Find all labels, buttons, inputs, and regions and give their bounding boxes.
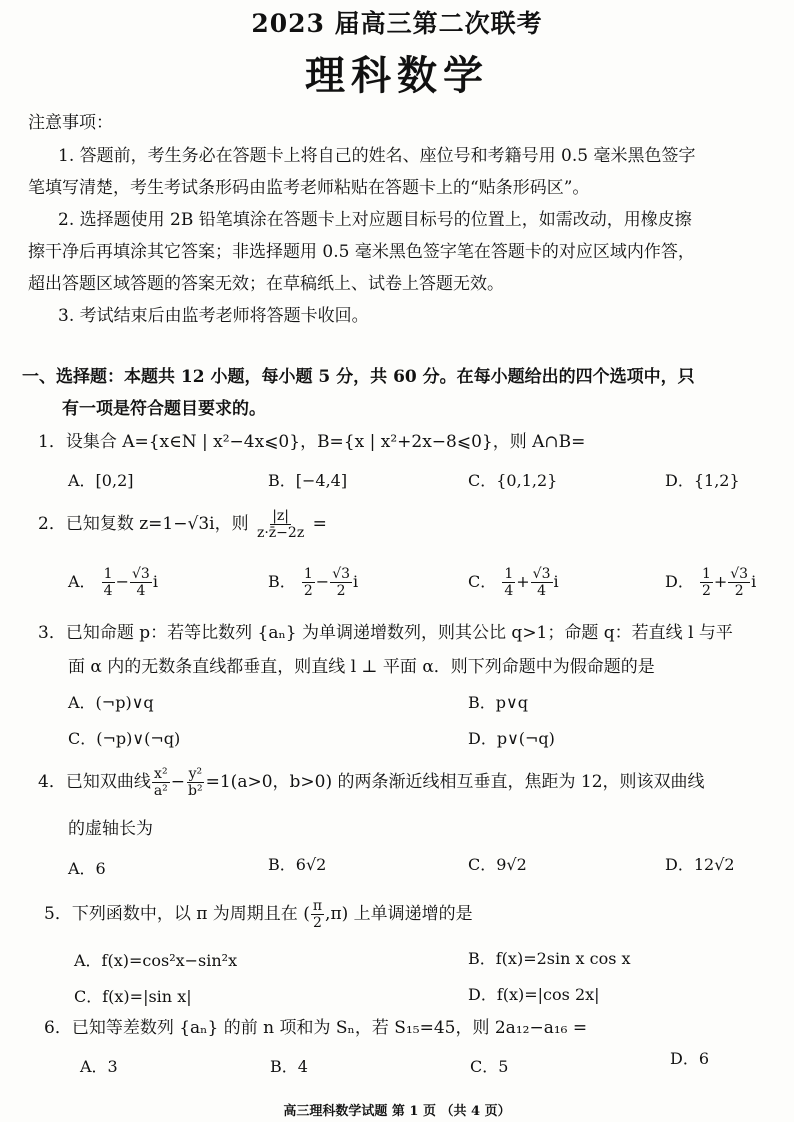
- q2-c-frac1-num: 1: [504, 566, 514, 582]
- q6-option-d: D．6: [670, 1049, 710, 1068]
- q2-b-frac1: [302, 566, 315, 599]
- q2-c-op: +: [516, 572, 530, 591]
- note-2a: 2. 选择题使用 2B 铅笔填涂在答题卡上对应题目标号的位置上，如需改动，用橡皮擦: [58, 210, 692, 230]
- q3-line1: 3．已知命题 p：若等比数列 {aₙ} 为单调递增数列，则其公比 q>1；命题 q：若直线 l 与平: [38, 623, 733, 643]
- page-footer: 高三理科数学试题 第 1 页 （共 4 页）: [283, 1104, 511, 1119]
- q2-b-frac2-num: √3: [332, 566, 351, 582]
- q2-stem-post: =: [312, 514, 327, 534]
- q2-a-frac2: [130, 566, 152, 599]
- q2-b-op: −: [315, 572, 330, 591]
- q2-c-i: i: [553, 572, 559, 591]
- q3-line2: 面 α 内的无数条直线都垂直，则直线 l ⊥ 平面 α．则下列命题中为假命题的是: [68, 657, 655, 677]
- q1-option-c: C．{0,1,2}: [468, 471, 558, 490]
- q2-a-frac1-num: 1: [103, 566, 113, 582]
- q5-frac: [311, 898, 324, 931]
- q2-b-frac2: [330, 566, 352, 599]
- note-1b: 笔填写清楚，考生考试条形码由监考老师粘贴在答题卡上的“贴条形码区”。: [28, 178, 590, 198]
- q2-d-frac1: [700, 566, 713, 599]
- q4-option-a: A．6: [68, 859, 106, 878]
- q4-frac-y-num: y²: [188, 766, 203, 782]
- q5-frac-num: π: [312, 898, 323, 914]
- q5-stem: [44, 898, 473, 931]
- q5-option-a: A．f(x)=cos²x−sin²x: [74, 951, 238, 970]
- q2-d-frac2-num: √3: [730, 566, 749, 582]
- q5-post: ,π) 上单调递增的是: [325, 904, 473, 924]
- q6-stem: 6．已知等差数列 {aₙ} 的前 n 项和为 Sₙ，若 S₁₅=45，则 2a₁₂−a₁₆ =: [44, 1018, 588, 1038]
- q2-d-frac2: [728, 566, 750, 599]
- q2-c-frac1: [502, 566, 515, 599]
- q2-option-c: [468, 566, 559, 599]
- q3-option-d: D．p∨(¬q): [468, 729, 555, 748]
- q4-frac-y-den: b²: [188, 783, 203, 799]
- q2-d-i: i: [751, 572, 757, 591]
- q2-d-label: D．: [665, 572, 694, 591]
- q4-option-b: B．6√2: [268, 855, 327, 874]
- q2-c-frac1-den: 4: [504, 583, 514, 599]
- q5-pre: 5．下列函数中，以 π 为周期且在 (: [44, 904, 310, 924]
- q4-pre: 4．已知双曲线: [38, 772, 151, 792]
- q2-d-frac2-den: 2: [734, 583, 744, 599]
- q2-b-frac1-num: 1: [303, 566, 313, 582]
- q6-option-c: C．5: [470, 1057, 509, 1076]
- q2-d-frac1-den: 2: [701, 583, 711, 599]
- q2-c-frac2-num: √3: [532, 566, 551, 582]
- q4-frac-x-num: x²: [154, 766, 168, 782]
- q2-a-i: i: [152, 572, 158, 591]
- q4-frac-x: [152, 766, 170, 799]
- note-2b: 擦干净后再填涂其它答案；非选择题用 0.5 毫米黑色签字笔在答题卡的对应区域内作答，: [28, 242, 695, 262]
- q2-option-b: [268, 566, 358, 599]
- q1-option-b: B．[−4,4]: [268, 471, 348, 490]
- q2-a-label: A．: [68, 572, 96, 591]
- q2-fraction: [255, 508, 306, 541]
- q2-d-frac1-num: 1: [701, 566, 711, 582]
- q2-a-frac1-den: 4: [103, 583, 113, 599]
- q6-option-a: A．3: [80, 1057, 118, 1076]
- q2-frac-num: |z|: [272, 508, 289, 524]
- q4-minus: −: [170, 772, 186, 792]
- q4-stem: [38, 766, 705, 799]
- q1-option-d: D．{1,2}: [665, 471, 740, 490]
- q2-b-i: i: [353, 572, 359, 591]
- q2-b-frac2-den: 2: [336, 583, 346, 599]
- section-heading-2: 有一项是符合题目要求的。: [62, 399, 266, 419]
- notes-heading: 注意事项：: [28, 113, 113, 133]
- q2-stem-pre: 2．已知复数 z=1−√3i，则: [38, 514, 249, 534]
- exam-title: 2023 届高三第二次联考: [251, 9, 543, 38]
- q2-option-a: [68, 566, 158, 599]
- q2-c-label: C．: [468, 572, 497, 591]
- q5-option-b: B．f(x)=2sin x cos x: [468, 949, 631, 968]
- section-heading-1: 一、选择题：本题共 12 小题，每小题 5 分，共 60 分。在每小题给出的四个选项中，只: [22, 367, 695, 387]
- q2-option-d: [665, 566, 756, 599]
- q4-option-c: C．9√2: [468, 855, 527, 874]
- q2-stem: [38, 508, 327, 541]
- q3-option-c: C．(¬p)∨(¬q): [68, 729, 181, 748]
- q2-a-frac2-den: 4: [136, 583, 146, 599]
- note-3: 3. 考试结束后由监考老师将答题卡收回。: [58, 306, 369, 326]
- q1-option-a: A．[0,2]: [68, 471, 134, 490]
- q4-option-d: D．12√2: [665, 855, 735, 874]
- q3-option-b: B．p∨q: [468, 693, 528, 712]
- q4-line2: 的虚轴长为: [68, 819, 153, 839]
- q2-frac-den: z·z̄−2z: [256, 525, 305, 541]
- q3-option-a: A．(¬p)∨q: [68, 693, 154, 712]
- note-2c: 超出答题区域答题的答案无效；在草稿纸上、试卷上答题无效。: [28, 274, 504, 294]
- q2-b-label: B．: [268, 572, 296, 591]
- q2-a-frac1: [102, 566, 115, 599]
- note-1a: 1. 答题前，考生务必在答题卡上将自己的姓名、座位号和考籍号用 0.5 毫米黑色签字: [58, 146, 696, 166]
- q6-option-b: B．4: [270, 1057, 308, 1076]
- q5-option-c: C．f(x)=|sin x|: [74, 987, 192, 1006]
- q2-c-frac2: [531, 566, 553, 599]
- q1-stem: 1．设集合 A={x∈N | x²−4x⩽0}，B={x | x²+2x−8⩽0}，则 A∩B=: [38, 432, 586, 452]
- q2-a-op: −: [115, 572, 129, 591]
- q2-d-op: +: [713, 572, 728, 591]
- q2-a-frac2-num: √3: [131, 566, 150, 582]
- q4-post: =1(a>0，b>0) 的两条渐近线相互垂直，焦距为 12，则该双曲线: [205, 772, 705, 792]
- q4-frac-x-den: a²: [153, 783, 168, 799]
- q5-option-d: D．f(x)=|cos 2x|: [468, 985, 600, 1004]
- q5-frac-den: 2: [312, 915, 322, 931]
- q2-c-frac2-den: 4: [537, 583, 547, 599]
- q2-b-frac1-den: 2: [303, 583, 313, 599]
- subject-title: 理科数学: [305, 52, 489, 99]
- q4-frac-y: [186, 766, 205, 799]
